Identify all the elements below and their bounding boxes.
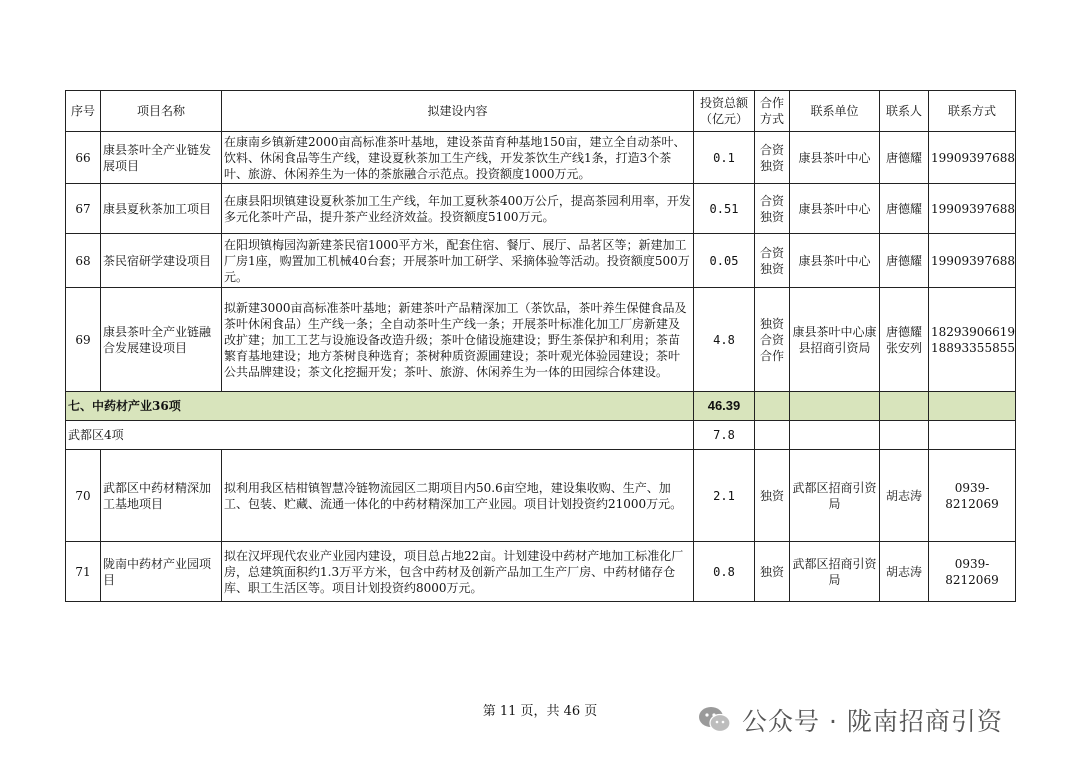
table-row	[66, 184, 1016, 234]
row-person: 唐德耀	[880, 132, 929, 184]
header-name: 项目名称	[101, 91, 222, 132]
row-content: 拟新建3000亩高标准茶叶基地；新建茶叶产品精深加工（茶饮品，茶叶养生保健食品及茶叶休闲食品）生产线一条；全自动茶叶生产线一条；开展茶叶标准化加工厂房新建及改扩建；加工工艺与设施设备改造升级；茶叶仓储设施建设；野生茶保护和利用；茶苗繁育基地建设；地方茶树良种选育；茶树种质资源圃建设；茶叶观光体验园建设；茶叶公共品牌建设；茶文化挖掘开发；茶叶、旅游、休闲养生为一体的田园综合体建设。	[222, 288, 694, 392]
empty-cell	[755, 392, 790, 421]
row-no: 66	[66, 132, 101, 184]
row-content: 拟在汉坪现代农业产业园内建设，项目总占地22亩。计划建设中药材产地加工标准化厂房，总建筑面积约1.3万平方米，包含中药材及创新产品加工生产厂房、中药材储存仓库、职工生活区等。项目计划投资约8000万元。	[222, 542, 694, 602]
row-unit: 康县茶叶中心	[790, 184, 880, 234]
row-contact: 19909397688	[929, 184, 1016, 234]
row-person: 唐德耀	[880, 234, 929, 288]
row-coop: 独资合资合作	[755, 288, 790, 392]
row-investment: 0.8	[694, 542, 755, 602]
empty-cell	[929, 421, 1016, 450]
header-coop: 合作方式	[755, 91, 790, 132]
header-investment: 投资总额（亿元）	[694, 91, 755, 132]
empty-cell	[929, 392, 1016, 421]
row-name: 康县茶叶全产业链融合发展建设项目	[101, 288, 222, 392]
row-person: 胡志涛	[880, 450, 929, 542]
row-contact: 19909397688	[929, 234, 1016, 288]
row-coop: 独资	[755, 450, 790, 542]
row-name: 陇南中药材产业园项目	[101, 542, 222, 602]
row-no: 70	[66, 450, 101, 542]
table-row	[66, 542, 1016, 602]
category-investment: 46.39	[694, 392, 755, 421]
row-person: 胡志涛	[880, 542, 929, 602]
row-unit: 康县茶叶中心	[790, 132, 880, 184]
subcategory-investment: 7.8	[694, 421, 755, 450]
table-header-row	[66, 91, 1016, 132]
header-no: 序号	[66, 91, 101, 132]
row-unit: 武都区招商引资局	[790, 450, 880, 542]
empty-cell	[755, 421, 790, 450]
category-label: 七、中药材产业36项	[66, 392, 694, 421]
row-contact: 18293906619 18893355855	[929, 288, 1016, 392]
empty-cell	[880, 421, 929, 450]
row-name: 康县茶叶全产业链发展项目	[101, 132, 222, 184]
row-contact: 19909397688	[929, 132, 1016, 184]
category-row	[66, 392, 1016, 421]
row-person: 唐德耀张安列	[880, 288, 929, 392]
row-investment: 4.8	[694, 288, 755, 392]
watermark	[698, 700, 1003, 740]
row-name: 康县夏秋茶加工项目	[101, 184, 222, 234]
page-number: 第 11 页，共 46 页	[482, 704, 598, 719]
row-no: 71	[66, 542, 101, 602]
empty-cell	[790, 392, 880, 421]
empty-cell	[880, 392, 929, 421]
wechat-icon	[698, 705, 732, 735]
table-row	[66, 450, 1016, 542]
row-unit: 康县茶叶中心康县招商引资局	[790, 288, 880, 392]
row-investment: 0.51	[694, 184, 755, 234]
row-no: 68	[66, 234, 101, 288]
row-investment: 2.1	[694, 450, 755, 542]
row-no: 69	[66, 288, 101, 392]
row-contact: 0939-8212069	[929, 542, 1016, 602]
row-contact: 0939-8212069	[929, 450, 1016, 542]
row-coop: 合资独资	[755, 234, 790, 288]
subcategory-label: 武都区4项	[66, 421, 694, 450]
row-name: 茶民宿研学建设项目	[101, 234, 222, 288]
row-investment: 0.1	[694, 132, 755, 184]
row-content: 在康县阳坝镇建设夏秋茶加工生产线，年加工夏秋茶400万公斤，提高茶园利用率，开发多元化茶叶产品，提升茶产业经济效益。投资额度5100万元。	[222, 184, 694, 234]
row-content: 在阳坝镇梅园沟新建茶民宿1000平方米，配套住宿、餐厅、展厅、品茗区等；新建加工厂房1座，购置加工机械40台套；开展茶叶加工研学、采摘体验等活动。投资额度500万元。	[222, 234, 694, 288]
table-row	[66, 234, 1016, 288]
row-coop: 合资独资	[755, 132, 790, 184]
row-coop: 合资独资	[755, 184, 790, 234]
subcategory-row	[66, 421, 1016, 450]
row-coop: 独资	[755, 542, 790, 602]
project-table	[65, 90, 1016, 602]
row-unit: 康县茶叶中心	[790, 234, 880, 288]
header-contact: 联系方式	[929, 91, 1016, 132]
row-investment: 0.05	[694, 234, 755, 288]
header-unit: 联系单位	[790, 91, 880, 132]
header-person: 联系人	[880, 91, 929, 132]
row-content: 在康南乡镇新建2000亩高标准茶叶基地，建设茶苗育种基地150亩，建立全自动茶叶、饮料、休闲食品等生产线，建设夏秋茶加工生产线，开发茶饮生产线1条，打造3个茶叶、旅游、休闲养生为一体的茶旅融合示范点。投资额度1000万元。	[222, 132, 694, 184]
empty-cell	[790, 421, 880, 450]
row-person: 唐德耀	[880, 184, 929, 234]
row-unit: 武都区招商引资局	[790, 542, 880, 602]
row-content: 拟利用我区桔柑镇智慧冷链物流园区二期项目内50.6亩空地，建设集收购、生产、加工、包装、贮藏、流通一体化的中药材精深加工产业园。项目计划投资约21000万元。	[222, 450, 694, 542]
table-row	[66, 132, 1016, 184]
header-content: 拟建设内容	[222, 91, 694, 132]
row-name: 武都区中药材精深加工基地项目	[101, 450, 222, 542]
table-row	[66, 288, 1016, 392]
row-no: 67	[66, 184, 101, 234]
watermark-text: 公众号 · 陇南招商引资	[742, 707, 1003, 736]
